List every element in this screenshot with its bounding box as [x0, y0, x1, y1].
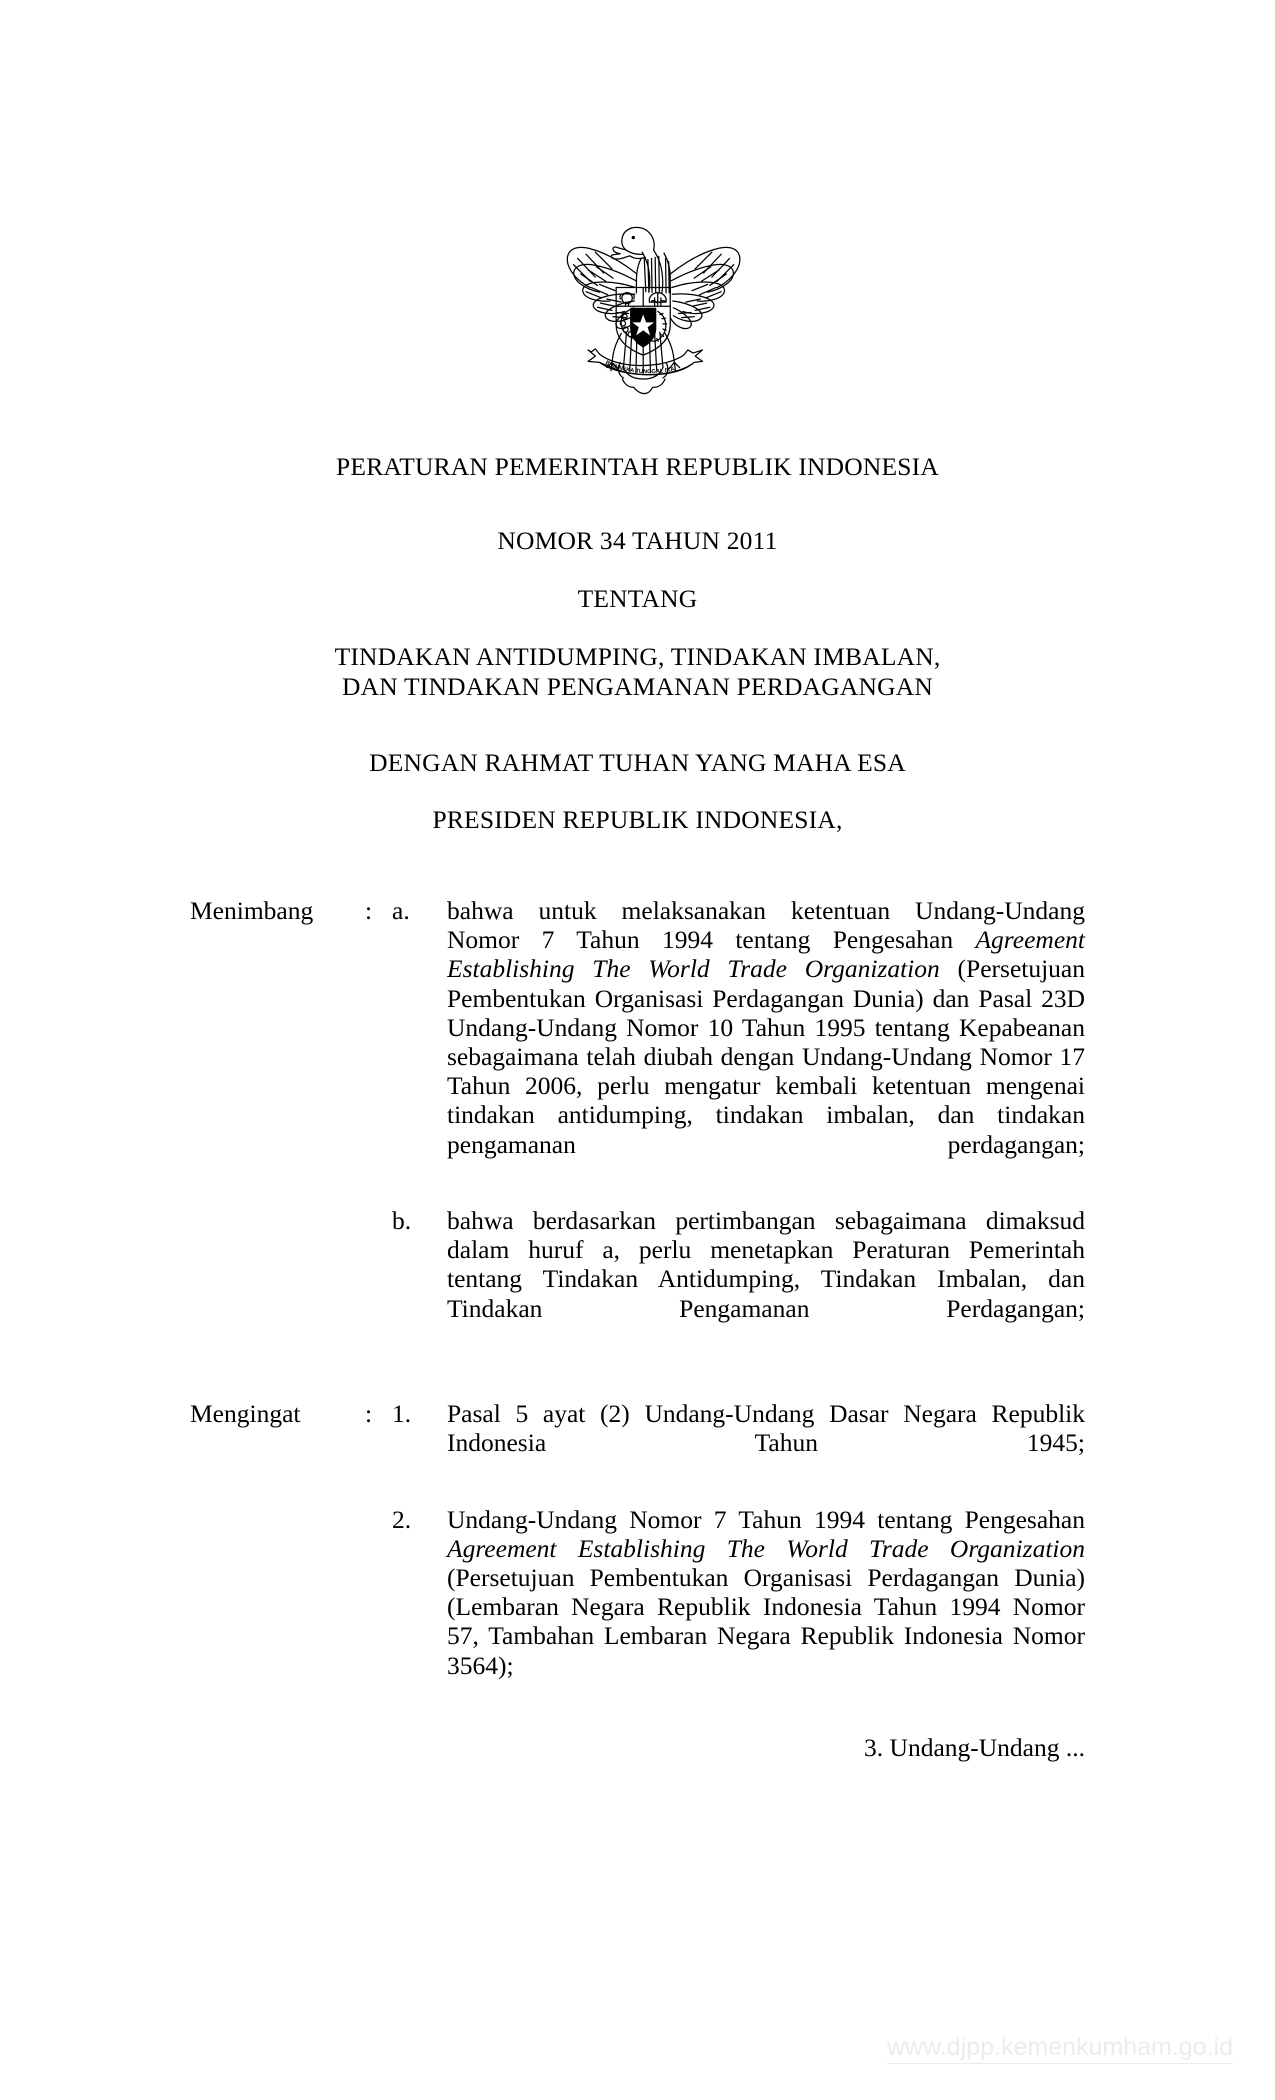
- mengingat-marker-2: 2.: [392, 1504, 412, 1534]
- mengingat-marker-1: 1.: [392, 1399, 412, 1429]
- menimbang-text-a-italic: Agreement Establishing The World Trade Organization: [447, 925, 1085, 984]
- issuing-authority: PRESIDEN REPUBLIK INDONESIA,: [432, 805, 843, 834]
- regulation-subject-line-1: TINDAKAN ANTIDUMPING, TINDAKAN IMBALAN,: [334, 642, 941, 671]
- invocation-line: DENGAN RAHMAT TUHAN YANG MAHA ESA: [369, 748, 906, 777]
- mengingat-text-2: [447, 1505, 1085, 1709]
- menimbang-label: Menimbang: [190, 896, 314, 925]
- menimbang-marker-a: a.: [392, 896, 410, 925]
- menimbang-item-a: [190, 896, 1085, 1188]
- mengingat-text-2-post: (Persetujuan Pembentukan Organisasi Perdagangan Dunia) (Lembaran Negara Republik Indonesia Tahun 1994 Nomor 57, Tambahan Lembaran Negara Republik Indonesia Nomor 3564);: [447, 1563, 1085, 1680]
- page-continuation-note: 3. Undang-Undang ...: [864, 1733, 1085, 1763]
- emblem-container: [0, 196, 1275, 404]
- footer-watermark: www.djpp.kemenkumham.go.id: [887, 2033, 1233, 2064]
- tentang-label: TENTANG: [577, 584, 698, 613]
- title-block: [190, 452, 1085, 835]
- garuda-pancasila-emblem: [534, 196, 742, 404]
- body-block: [190, 896, 1085, 1762]
- regulation-type-title: PERATURAN PEMERINTAH REPUBLIK INDONESIA: [336, 452, 939, 481]
- menimbang-text-b-pre: bahwa berdasarkan pertimbangan sebagaimana dimaksud dalam huruf a, perlu menetapkan Peraturan Pemerintah tentang Tindakan Antidumping, Tindakan Imbalan, dan Tindakan Pengamanan Perdagangan;: [447, 1206, 1085, 1323]
- menimbang-item-b: [190, 1206, 1085, 1352]
- mengingat-item-2: [190, 1505, 1085, 1709]
- menimbang-text-a-post: (Persetujuan Pembentukan Organisasi Perdagangan Dunia) dan Pasal 23D Undang-Undang Nomor 10 Tahun 1995 tentang Kepabeanan sebagaimana telah diubah dengan Undang-Undang Nomor 17 Tahun 2006, perlu mengatur kembali ketentuan mengenai tindakan antidumping, tindakan imbalan, dan tindakan pengamanan perdagangan;: [447, 954, 1085, 1159]
- menimbang-text-a: [447, 896, 1085, 1188]
- menimbang-text-b: [447, 1206, 1085, 1352]
- menimbang-colon: :: [365, 896, 373, 925]
- mengingat-label: Mengingat: [190, 1399, 301, 1429]
- menimbang-marker-b: b.: [392, 1206, 412, 1236]
- svg-text:BHINNEKA TUNGGAL IKA: BHINNEKA TUNGGAL IKA: [603, 359, 675, 376]
- mengingat-colon: :: [365, 1399, 373, 1429]
- mengingat-text-1-pre: Pasal 5 ayat (2) Undang-Undang Dasar Negara Republik Indonesia Tahun 1945;: [447, 1399, 1085, 1458]
- mengingat-item-1: [190, 1399, 1085, 1487]
- regulation-subject-line-2: DAN TINDAKAN PENGAMANAN PERDAGANGAN: [342, 672, 933, 701]
- mengingat-text-1: [447, 1399, 1085, 1487]
- mengingat-text-2-pre: Undang-Undang Nomor 7 Tahun 1994 tentang Pengesahan: [447, 1504, 1085, 1534]
- menimbang-text-a-pre: bahwa untuk melaksanakan ketentuan Undang-Undang Nomor 7 Tahun 1994 tentang Pengesahan: [447, 896, 1085, 955]
- mengingat-text-2-italic: Agreement Establishing The World Trade Organization: [447, 1533, 1085, 1563]
- regulation-number: NOMOR 34 TAHUN 2011: [497, 526, 778, 555]
